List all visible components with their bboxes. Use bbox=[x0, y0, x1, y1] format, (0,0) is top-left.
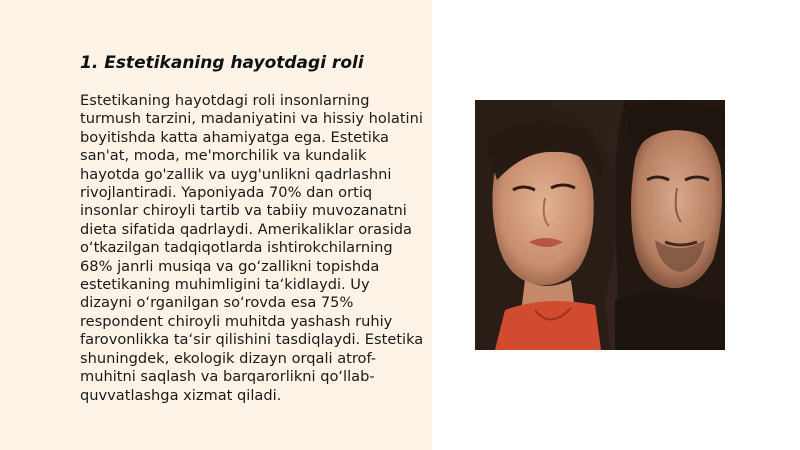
section-title: 1. Estetikaning hayotdagi roli bbox=[80, 53, 364, 73]
couple-photo bbox=[475, 100, 725, 350]
section-body: Estetikaning hayotdagi roli insonlarning turmush tarzini, madaniyatini va hissiy holatini boyitishda katta ahamiyatga ega. Estetika san'at, moda, me'morchilik va kundalik hayotda go'zallik va uyg'unlikni qadrlashni rivojlantiradi. Yaponiyada 70% dan ortiq insonlar chiroyli tartib va tabiiy muvozanatni dieta sifatida qadrlaydi. Amerikaliklar orasida o‘tkazilgan tadqiqotlarda ishtirokchilarning 68% janrli musiqa va go‘zallikni topishda estetikaning muhimligini ta‘kidlaydi. Uy dizayni o‘rganilgan so‘rovda esa 75% respondent chiroyli muhitda yashash ruhiy farovonlikka ta‘sir qilishini tasdiqlaydi. Estetika shuningdek, ekologik dizayn orqali atrof-muhitni saqlash va barqarorlikni qo‘llab-quvvatlashga xizmat qiladi. bbox=[80, 92, 424, 404]
